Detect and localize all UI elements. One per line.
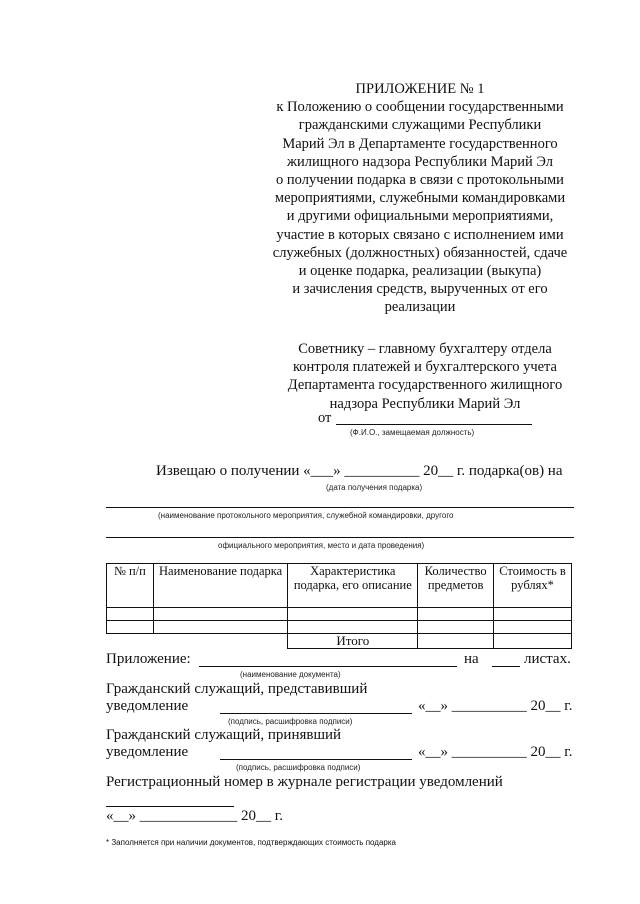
attachment-label: Приложение:	[106, 651, 191, 667]
col-description: Характеристика подарка, его описание	[288, 564, 418, 608]
total-row	[107, 634, 572, 649]
addressee-line: надзора Республики Марий Эл	[329, 395, 521, 412]
col-name: Наименование подарка	[153, 564, 288, 608]
submitter-date: «__» __________ 20__ г.	[418, 698, 573, 714]
addressee-line: контроля платежей и бухгалтерского учета	[292, 359, 557, 376]
event-caption-2: официального мероприятия, место и дата проведения)	[218, 541, 425, 550]
blank-cell	[153, 634, 288, 649]
appendix-title: ПРИЛОЖЕНИЕ № 1	[355, 81, 485, 97]
header-line: участие в которых связано с исполнением ими	[276, 226, 564, 243]
receiver-caption: (подпись, расшифровка подписи)	[236, 763, 361, 772]
col-quantity: Количество предметов	[418, 564, 494, 608]
sheets-count-field[interactable]	[492, 666, 520, 667]
blank-cell	[107, 634, 154, 649]
col-number: № п/п	[107, 564, 154, 608]
submitter-signature-field[interactable]	[220, 713, 412, 714]
receiver-line1: Гражданский служащий, принявший	[106, 727, 342, 743]
sheets-label: листах.	[524, 651, 571, 667]
appendix-header	[250, 80, 590, 317]
footnote: * Заполняется при наличии документов, подтверждающих стоимость подарка	[106, 838, 396, 847]
addressee-block	[270, 340, 580, 413]
total-label: Итого	[288, 634, 418, 649]
col-cost: Стоимость в рублях*	[494, 564, 572, 608]
table-cell[interactable]	[418, 621, 494, 634]
sheets-on-label: на	[464, 651, 479, 667]
from-caption: (Ф.И.О., замещаемая должность)	[350, 428, 475, 437]
event-field-1[interactable]	[106, 507, 574, 508]
header-line: жилищного надзора Республики Марий Эл	[286, 153, 554, 170]
receiver-signature-field[interactable]	[220, 759, 412, 760]
table-row[interactable]	[107, 621, 572, 634]
header-line: гражданскими служащими Республики	[298, 117, 542, 134]
total-quantity[interactable]	[418, 634, 494, 649]
submitter-line1: Гражданский служащий, представивший	[106, 681, 368, 697]
header-line: мероприятиями, служебными командировками	[274, 190, 566, 207]
header-line: Марий Эл в Департаменте государственного	[282, 135, 558, 152]
table-cell[interactable]	[418, 608, 494, 621]
header-line: о получении подарка в связи с протокольными	[276, 172, 564, 189]
from-field[interactable]	[336, 424, 532, 425]
gifts-table	[106, 563, 572, 649]
table-cell[interactable]	[494, 608, 572, 621]
notice-text: Извещаю о получении «___» __________ 20__ г. подарка(ов) на	[156, 463, 563, 479]
total-cost[interactable]	[494, 634, 572, 649]
event-field-2[interactable]	[106, 537, 574, 538]
addressee-line: Департамента государственного жилищного	[287, 377, 563, 394]
addressee-line: Советнику – главному бухгалтеру отдела	[298, 341, 552, 357]
header-line: и зачисления средств, вырученных от его	[292, 281, 548, 298]
table-cell[interactable]	[153, 621, 288, 634]
table-cell[interactable]	[288, 608, 418, 621]
header-line: и оценке подарка, реализации (выкупа)	[298, 263, 542, 280]
table-cell[interactable]	[153, 608, 288, 621]
table-cell[interactable]	[107, 608, 154, 621]
table-cell[interactable]	[288, 621, 418, 634]
from-label: от	[318, 410, 332, 426]
table-cell[interactable]	[107, 621, 154, 634]
registration-label: Регистрационный номер в журнале регистрации уведомлений	[106, 774, 503, 790]
table-header-row	[107, 564, 572, 608]
event-caption-1: (наименование протокольного мероприятия, служебной командировки, другого	[158, 511, 454, 520]
receiver-line2: уведомление	[106, 744, 189, 760]
date-caption: (дата получения подарка)	[326, 483, 423, 492]
table-cell[interactable]	[494, 621, 572, 634]
submitter-line2: уведомление	[106, 698, 189, 714]
header-line: реализации	[384, 299, 456, 316]
table-row[interactable]	[107, 608, 572, 621]
receiver-date: «__» __________ 20__ г.	[418, 744, 573, 760]
attachment-caption: (наименование документа)	[240, 670, 341, 679]
header-line: служебных (должностных) обязанностей, сдаче	[272, 244, 568, 261]
registration-number-field[interactable]	[106, 806, 234, 807]
registration-date: «__» _____________ 20__ г.	[106, 808, 283, 824]
header-line: к Положению о сообщении государственными	[276, 99, 564, 116]
attachment-field[interactable]	[199, 666, 457, 667]
header-line: и другими официальными мероприятиями,	[286, 208, 554, 225]
submitter-caption: (подпись, расшифровка подписи)	[228, 717, 353, 726]
